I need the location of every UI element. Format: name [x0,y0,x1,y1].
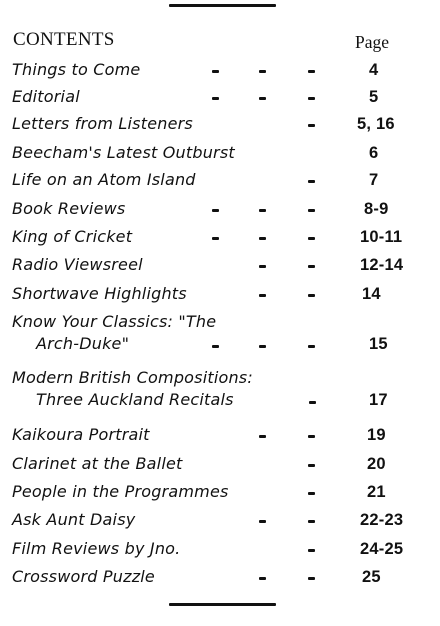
toc-entry-title: Crossword Puzzle [12,567,155,586]
toc-entry-page: 21 [367,483,386,501]
leader-dash [308,345,315,348]
leader-dash [212,209,219,212]
leader-dash [259,209,266,212]
toc-entry-title: Book Reviews [12,199,126,218]
toc-entry-title: Ask Aunt Daisy [12,510,136,529]
toc-entry-page: 12-14 [360,256,404,274]
leader-dash [308,97,315,100]
toc-entry-title: Kaikoura Portrait [12,425,150,444]
leader-dash [212,97,219,100]
toc-entry-page: 5, 16 [357,115,395,133]
toc-entry-title: Editorial [12,87,80,106]
leader-dash [259,97,266,100]
toc-entry-page: 10-11 [360,228,403,246]
bottom-rule [169,603,276,606]
leader-dash [309,401,316,404]
toc-entry-page: 22-23 [360,511,404,529]
toc-entry-title: Shortwave Highlights [12,284,187,303]
toc-entry-page: 24-25 [360,540,404,558]
top-rule [169,4,276,7]
page-column-label: Page [355,32,390,52]
toc-entry-title: Beecham's Latest Outburst [12,143,235,162]
toc-entry-title-line2: Arch-Duke" [36,334,130,353]
contents-title: CONTENTS [13,29,115,50]
toc-entry-title: Clarinet at the Ballet [12,454,183,473]
toc-entry-title: Things to Come [12,60,141,79]
leader-dash [308,265,315,268]
leader-dash [259,435,266,438]
leader-dash [259,237,266,240]
toc-entry-page: 19 [367,426,386,444]
leader-dash [212,345,219,348]
toc-entry-page: 14 [362,285,381,303]
toc-entry-page: 7 [369,171,379,189]
toc-entry-page: 5 [369,88,379,106]
leader-dash [308,124,315,127]
toc-entry-page: 25 [362,568,381,586]
leader-dash [212,237,219,240]
leader-dash [308,294,315,297]
toc-entry-page: 6 [369,144,379,162]
toc-entry-title-line2: Three Auckland Recitals [36,390,234,409]
leader-dash [259,294,266,297]
toc-entry-title: Radio Viewsreel [12,255,143,274]
leader-dash [259,70,266,73]
toc-entry-title: Letters from Listeners [12,114,193,133]
toc-entry-title: Life on an Atom Island [12,170,196,189]
leader-dash [259,520,266,523]
leader-dash [308,492,315,495]
leader-dash [212,70,219,73]
leader-dash [308,549,315,552]
toc-entry-title: Film Reviews by Jno. [12,539,181,558]
toc-entry-title: Modern British Compositions: [12,368,253,387]
toc-entry-title: People in the Programmes [12,482,229,501]
leader-dash [308,577,315,580]
leader-dash [308,520,315,523]
toc-entry-page: 8-9 [364,200,389,218]
leader-dash [308,180,315,183]
leader-dash [259,577,266,580]
toc-entry-title: King of Cricket [12,227,133,246]
toc-entry-page: 17 [369,391,388,409]
leader-dash [308,237,315,240]
leader-dash [308,70,315,73]
leader-dash [308,464,315,467]
toc-entry-page: 20 [367,455,386,473]
toc-entry-title: Know Your Classics: "The [12,312,217,331]
leader-dash [259,345,266,348]
leader-dash [308,209,315,212]
toc-entry-page: 15 [369,335,388,353]
leader-dash [259,265,266,268]
toc-entry-page: 4 [369,61,379,79]
leader-dash [308,435,315,438]
